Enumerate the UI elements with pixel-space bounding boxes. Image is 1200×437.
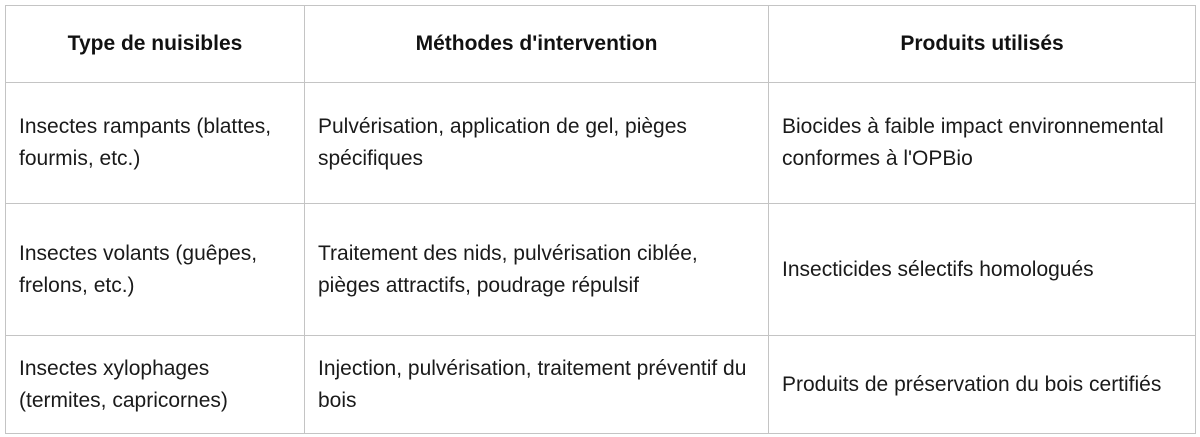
cell-pest-type (6, 83, 305, 204)
cell-text: Insecticides sélectifs homologués (782, 257, 1094, 281)
header-products-used: Produits utilisés (769, 6, 1196, 83)
header-intervention-methods: Méthodes d'intervention (305, 6, 769, 83)
cell-products (769, 83, 1196, 204)
cell-text: Insectes volants (guêpes, frelons, etc.) (19, 241, 258, 297)
cell-text: Pulvérisation, application de gel, pièges spécifiques (318, 115, 687, 170)
cell-products (769, 336, 1196, 434)
cell-pest-type (6, 336, 305, 434)
cell-methods (305, 83, 769, 204)
cell-text: Insectes rampants (blattes, fourmis, etc.) (19, 115, 272, 170)
table-row (6, 83, 1196, 204)
cell-text: Biocides à faible impact environnemental conformes à l'OPBio (782, 115, 1164, 170)
cell-pest-type (6, 204, 305, 336)
pest-control-table (5, 5, 1196, 434)
header-row (6, 6, 1196, 83)
table-row (6, 336, 1196, 434)
table-row (6, 204, 1196, 336)
cell-methods (305, 336, 769, 434)
cell-text: Traitement des nids, pulvérisation ciblée, pièges attractifs, poudrage répulsif (318, 241, 698, 297)
cell-text: Injection, pulvérisation, traitement préventif du bois (318, 356, 747, 412)
table-header (6, 6, 1196, 83)
cell-products (769, 204, 1196, 336)
cell-methods (305, 204, 769, 336)
cell-text: Produits de préservation du bois certifiés (782, 372, 1162, 396)
header-pest-type: Type de nuisibles (6, 6, 305, 83)
table-body (6, 83, 1196, 434)
cell-text: Insectes xylophages (termites, capricornes) (19, 356, 228, 412)
